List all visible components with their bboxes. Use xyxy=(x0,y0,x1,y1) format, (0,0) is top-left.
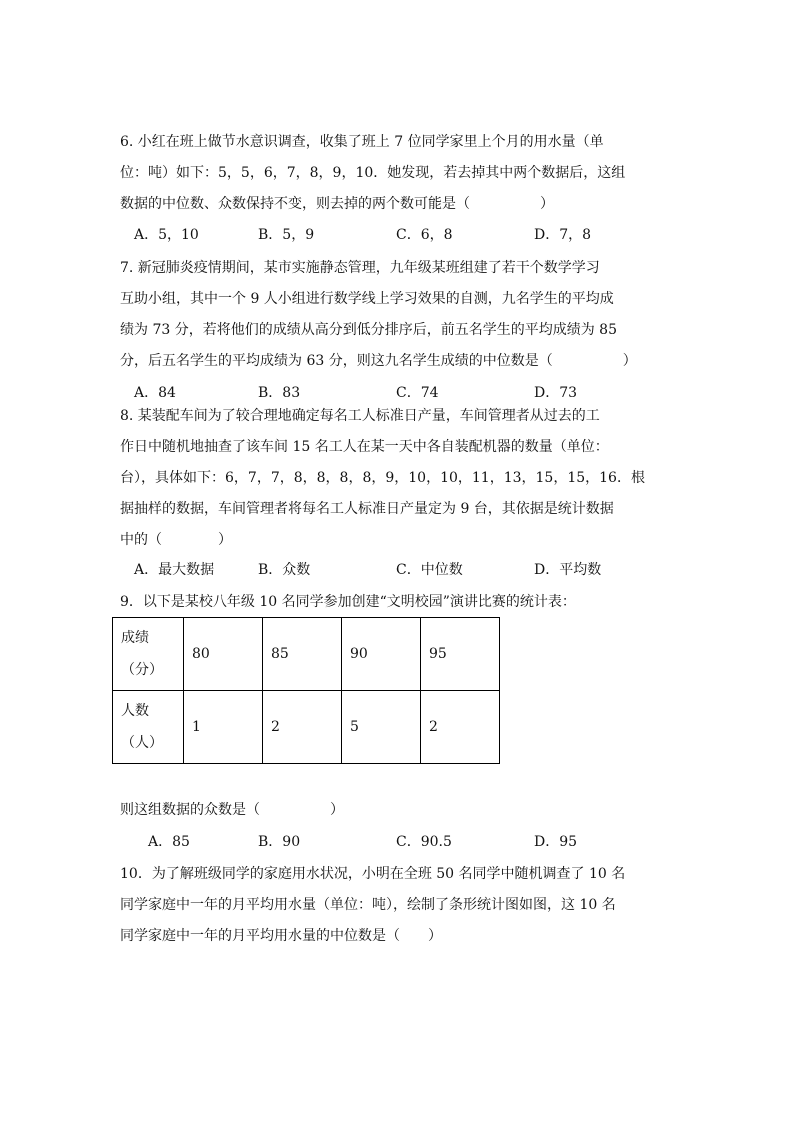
row-header-label: 人数 xyxy=(121,703,149,719)
table-cell: 2 xyxy=(263,691,342,764)
table-cell: 90 xyxy=(342,618,421,691)
table-cell: 5 xyxy=(342,691,421,764)
row-header-unit: （分） xyxy=(121,662,163,678)
table-row xyxy=(113,618,500,691)
q9-options xyxy=(148,832,708,852)
q7-option-b: B．83 xyxy=(258,385,301,401)
q9-question: 则这组数据的众数是（ ） xyxy=(120,802,344,818)
q8-line-4: 据抽样的数据，车间管理者将每名工人标准日产量定为 9 台，其依据是统计数据 xyxy=(120,501,614,517)
table-cell: 95 xyxy=(421,618,500,691)
q6-line-3: 数据的中位数、众数保持不变，则去掉的两个数可能是（ ） xyxy=(120,196,554,212)
q9-option-d: D．95 xyxy=(534,834,578,850)
q9-option-c: C．90.5 xyxy=(396,834,452,850)
q6-option-d: D．7，8 xyxy=(534,227,592,243)
q8-line-1: 8. 某装配车间为了较合理地确定每名工人标准日产量，车间管理者从过去的工 xyxy=(120,408,600,424)
score-table xyxy=(112,617,500,764)
q9-intro: 9．以下是某校八年级 10 名同学参加创建“文明校园”演讲比赛的统计表： xyxy=(120,594,576,610)
q8-option-b: B．众数 xyxy=(258,562,311,578)
q8-option-d: D．平均数 xyxy=(534,562,602,578)
row-header-count xyxy=(113,691,184,764)
q7-option-d: D．73 xyxy=(534,385,578,401)
q7-line-4: 分，后五名学生的平均成绩为 63 分，则这九名学生成绩的中位数是（ ） xyxy=(120,353,637,369)
row-header-score xyxy=(113,618,184,691)
q7-line-1: 7. 新冠肺炎疫情期间，某市实施静态管理，九年级某班组建了若干个数学学习 xyxy=(120,260,600,276)
table-cell: 85 xyxy=(263,618,342,691)
table-cell: 80 xyxy=(184,618,263,691)
table-cell: 1 xyxy=(184,691,263,764)
q7-option-a: A．84 xyxy=(134,385,176,401)
q6-line-1: 6. 小红在班上做节水意识调查，收集了班上 7 位同学家里上个月的用水量（单 xyxy=(120,134,604,150)
q6-option-c: C．6，8 xyxy=(396,227,453,243)
q9-option-b: B．90 xyxy=(258,834,301,850)
q10-line-2: 同学家庭中一年的月平均用水量（单位：吨），绘制了条形统计图如图，这 10 名 xyxy=(120,897,616,913)
q8-line-2: 作日中随机地抽查了该车间 15 名工人在某一天中各自装配机器的数量（单位： xyxy=(120,439,609,455)
q7-line-3: 绩为 73 分，若将他们的成绩从高分到低分排序后，前五名学生的平均成绩为 85 xyxy=(120,322,617,338)
q6-options xyxy=(134,225,694,245)
q8-options xyxy=(134,560,694,580)
q8-line-5: 中的（ ） xyxy=(120,532,232,548)
q6-option-b: B．5，9 xyxy=(258,227,315,243)
table-cell: 2 xyxy=(421,691,500,764)
q8-line-3: 台），具体如下：6，7，7，8，8，8，8，9，10，10，11，13，15，15，16．根 xyxy=(120,470,645,486)
q9-option-a: A．85 xyxy=(148,834,190,850)
q6-line-2: 位：吨）如下：5，5，6，7，8，9，10．她发现，若去掉其中两个数据后，这组 xyxy=(120,165,626,181)
row-header-label: 成绩 xyxy=(121,630,149,646)
row-header-unit: （人） xyxy=(121,735,163,751)
q7-option-c: C．74 xyxy=(396,385,439,401)
q10-line-3: 同学家庭中一年的月平均用水量的中位数是（ ） xyxy=(120,928,442,944)
q8-option-a: A．最大数据 xyxy=(134,562,215,578)
q6-option-a: A．5，10 xyxy=(134,227,199,243)
q8-option-c: C．中位数 xyxy=(396,562,463,578)
q7-options xyxy=(134,383,694,403)
table-row xyxy=(113,691,500,764)
q7-line-2: 互助小组，其中一个 9 人小组进行数学线上学习效果的自测，九名学生的平均成 xyxy=(120,291,614,307)
q10-line-1: 10．为了解班级同学的家庭用水状况，小明在全班 50 名同学中随机调查了 10 名 xyxy=(120,866,626,882)
